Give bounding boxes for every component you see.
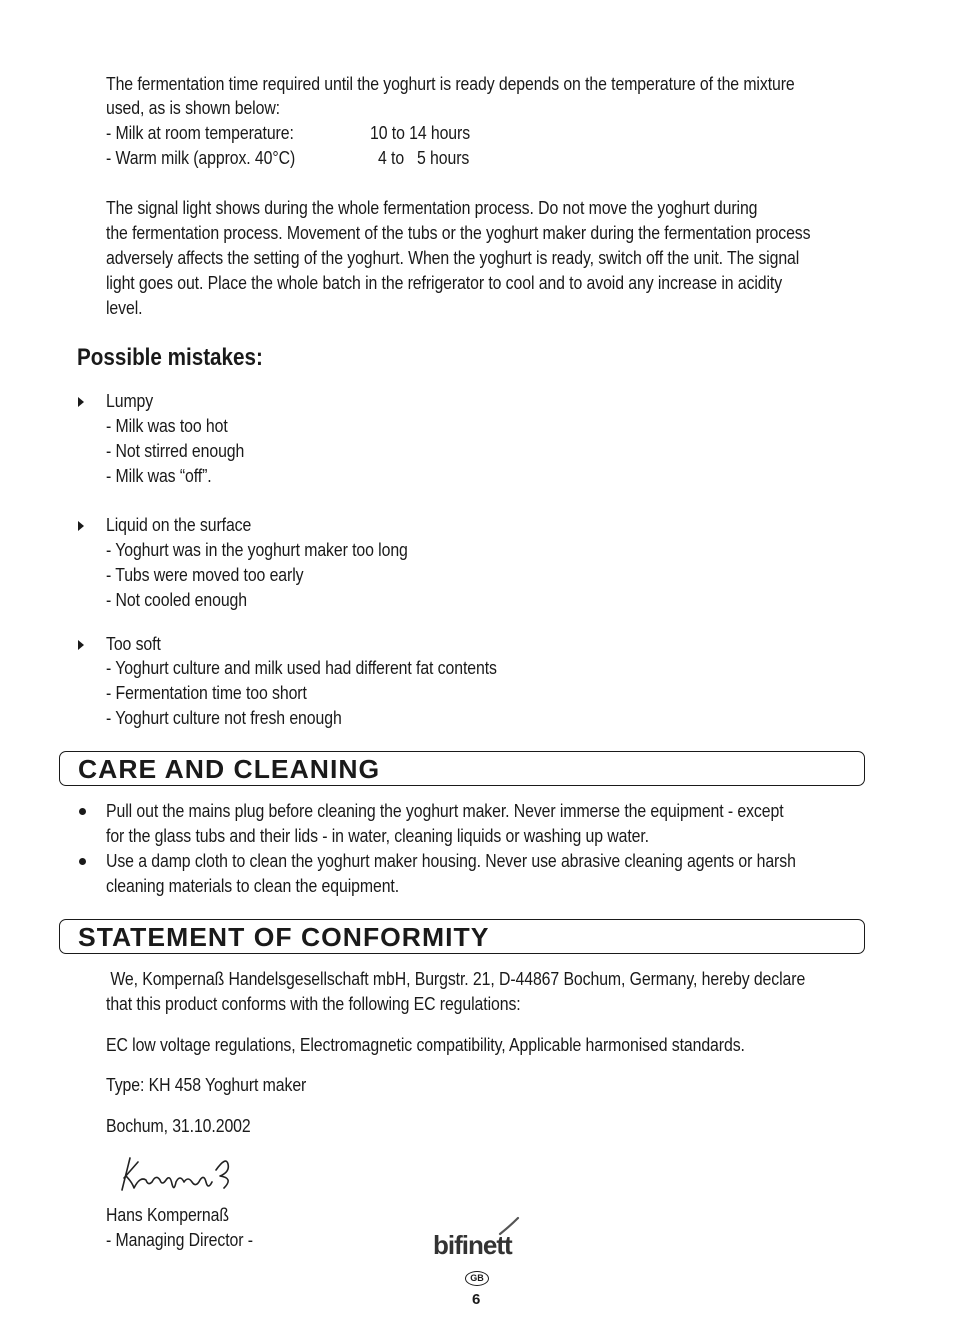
bullet-dot-icon — [79, 808, 86, 815]
signal-line-5: level. — [106, 298, 143, 318]
mistakes-heading: Possible mistakes: — [77, 344, 263, 371]
signer-name: Hans Kompernaß — [106, 1205, 229, 1225]
bullet-dot-icon — [79, 858, 86, 865]
mistake-item: - Tubs were moved too early — [106, 565, 304, 585]
time-label-room: - Milk at room temperature: — [106, 123, 294, 143]
time-value-warm: 4 to 5 hours — [378, 148, 470, 168]
care-section-header — [59, 751, 865, 786]
care-bullet-line: for the glass tubs and their lids - in water, cleaning liquids or washing up water. — [106, 826, 650, 846]
mistake-item: - Fermentation time too short — [106, 683, 307, 703]
time-value-room: 10 to 14 hours — [370, 123, 471, 143]
place-date: Bochum, 31.10.2002 — [106, 1116, 251, 1136]
time-label-warm: - Warm milk (approx. 40°C) — [106, 148, 296, 168]
arrow-bullet-icon — [78, 397, 84, 407]
declaration-line-1: We, Kompernaß Handelsgesellschaft mbH, Burgstr. 21, D-44867 Bochum, Germany, hereby declare — [106, 969, 806, 989]
care-bullet-line: Use a damp cloth to clean the yoghurt maker housing. Never use abrasive cleaning agents or harsh — [106, 851, 796, 871]
signer-role: - Managing Director - — [106, 1230, 253, 1250]
page-number: 6 — [472, 1291, 481, 1308]
conformity-section-header — [59, 919, 865, 954]
care-title: CARE AND CLEANING — [78, 754, 381, 784]
arrow-bullet-icon — [78, 521, 84, 531]
brand-logo: bifinett — [433, 1230, 512, 1260]
arrow-bullet-icon — [78, 640, 84, 650]
mistake-item: - Yoghurt was in the yoghurt maker too long — [106, 540, 408, 560]
mistake-item: - Yoghurt culture and milk used had different fat contents — [106, 658, 497, 678]
mistake-group-title: Lumpy — [106, 391, 154, 411]
mistake-item: - Milk was too hot — [106, 416, 228, 436]
mistake-group-title: Liquid on the surface — [106, 515, 252, 535]
signal-line-2: the fermentation process. Movement of the tubs or the yoghurt maker during the fermentation process — [106, 223, 811, 243]
signal-line-3: adversely affects the setting of the yoghurt. When the yoghurt is ready, switch off the unit. The signal — [106, 248, 800, 268]
care-bullet-line: cleaning materials to clean the equipment. — [106, 876, 400, 896]
intro-line-2: used, as is shown below: — [106, 98, 280, 118]
regulations: EC low voltage regulations, Electromagnetic compatibility, Applicable harmonised standards. — [106, 1035, 745, 1055]
care-bullet-line: Pull out the mains plug before cleaning the yoghurt maker. Never immerse the equipment - except — [106, 801, 784, 821]
mistake-item: - Milk was “off”. — [106, 466, 212, 486]
mistake-item: - Yoghurt culture not fresh enough — [106, 708, 342, 728]
mistake-item: - Not stirred enough — [106, 441, 245, 461]
intro-line-1: The fermentation time required until the yoghurt is ready depends on the temperature of the mixture — [106, 74, 795, 94]
signal-line-1: The signal light shows during the whole fermentation process. Do not move the yoghurt during — [106, 198, 758, 218]
conformity-title: STATEMENT OF CONFORMITY — [78, 922, 490, 952]
mistake-item: - Not cooled enough — [106, 590, 247, 610]
mistake-group-title: Too soft — [106, 634, 161, 654]
signature — [116, 1152, 242, 1198]
declaration-line-2: that this product conforms with the following EC regulations: — [106, 994, 521, 1014]
product-type: Type: KH 458 Yoghurt maker — [106, 1075, 307, 1095]
signal-line-4: light goes out. Place the whole batch in the refrigerator to cool and to avoid any increase in acidity — [106, 273, 783, 293]
country-badge: GB — [465, 1271, 489, 1286]
